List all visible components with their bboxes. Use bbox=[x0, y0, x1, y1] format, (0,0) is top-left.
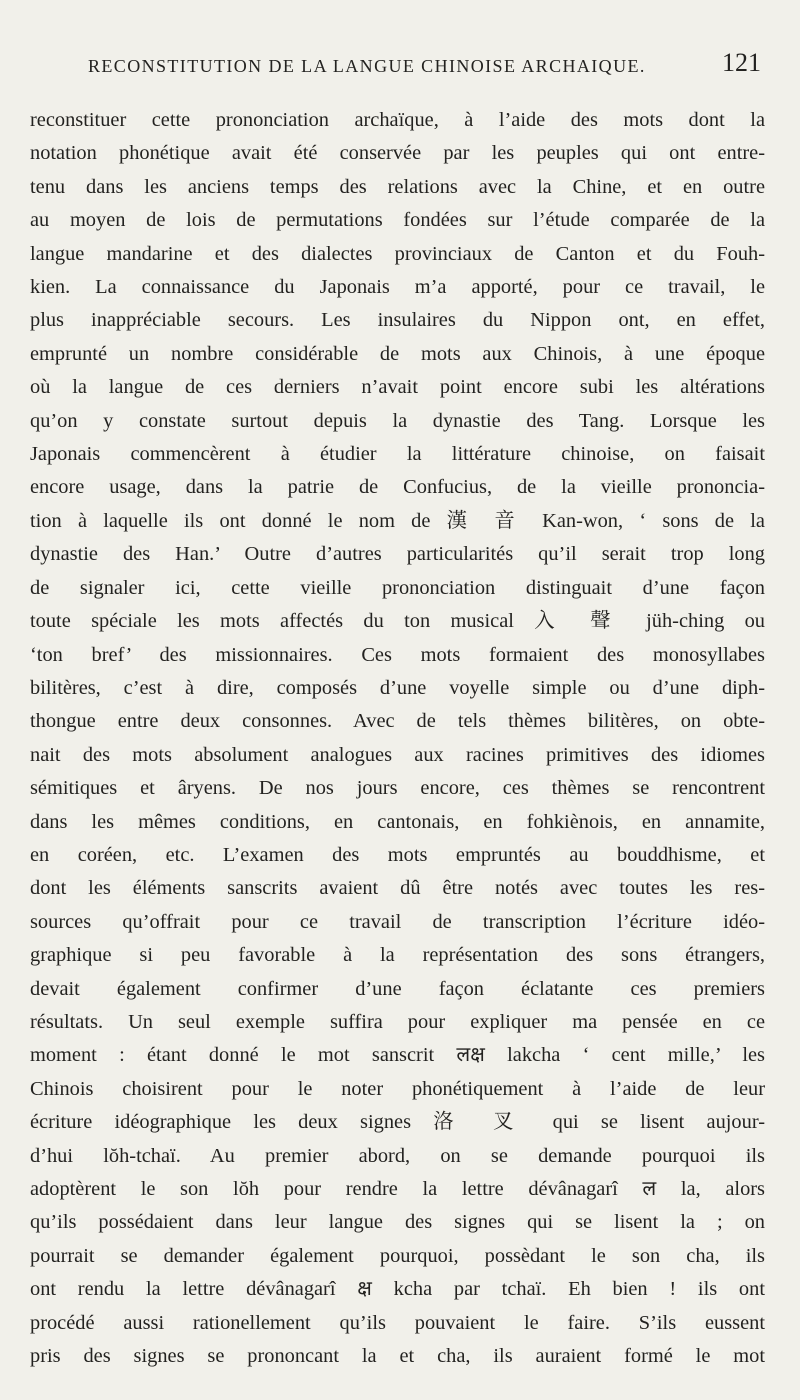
body-paragraph bbox=[30, 104, 765, 1373]
text-line: devait également confirmer d’une façon éclatante ces premiers bbox=[30, 977, 765, 1000]
page-number: 121 bbox=[722, 48, 761, 77]
text-line: emprunté un nombre considérable de mots aux Chinois, à une époque bbox=[30, 342, 765, 365]
running-head: RECONSTITUTION DE LA LANGUE CHINOISE ARCHAIQUE. bbox=[88, 56, 646, 76]
text-line: résultats. Un seul exemple suffira pour expliquer ma pensée en ce bbox=[30, 1010, 765, 1033]
text-line: tion à laquelle ils ont donné le nom de 漢 音 Kan-won, ‘ sons de la bbox=[30, 509, 765, 532]
text-line: encore usage, dans la patrie de Confucius, de la vieille prononcia- bbox=[30, 476, 765, 499]
text-line: pris des signes se prononcant la et cha, ils auraient formé le mot bbox=[30, 1345, 765, 1368]
text-line: langue mandarine et des dialectes provinciaux de Canton et du Fouh- bbox=[30, 242, 765, 265]
text-line: moment : étant donné le mot sanscrit लक्ष lakcha ‘ cent mille,’ les bbox=[30, 1044, 765, 1067]
text-line: adoptèrent le son lŏh pour rendre la lettre dévânagarî ल la, alors bbox=[30, 1178, 765, 1200]
text-line: kien. La connaissance du Japonais m’a apporté, pour ce travail, le bbox=[30, 276, 765, 299]
text-line: nait des mots absolument analogues aux racines primitives des idiomes bbox=[30, 743, 765, 766]
text-line: Chinois choisirent pour le noter phonétiquement à l’aide de leur bbox=[30, 1077, 765, 1100]
text-line: thongue entre deux consonnes. Avec de tels thèmes bilitères, on obte- bbox=[30, 710, 765, 733]
book-page bbox=[30, 42, 765, 1373]
text-line: pourrait se demander également pourquoi, possèdant le son cha, ils bbox=[30, 1244, 765, 1267]
text-line: procédé aussi rationellement qu’ils pouvaient le faire. S’ils eussent bbox=[30, 1311, 765, 1334]
text-line: écriture idéographique les deux signes 洛 叉 qui se lisent aujour- bbox=[30, 1111, 765, 1134]
text-line: de signaler ici, cette vieille prononciation distinguait d’une façon bbox=[30, 576, 765, 599]
text-line: graphique si peu favorable à la représentation des sons étrangers, bbox=[30, 944, 765, 967]
page-header bbox=[30, 42, 765, 86]
text-line: reconstituer cette prononciation archaïque, à l’aide des mots dont la bbox=[30, 109, 765, 131]
text-line: d’hui lŏh-tchaï. Au premier abord, on se demande pourquoi ils bbox=[30, 1144, 765, 1167]
text-line: toute spéciale les mots affectés du ton musical 入 聲 jüh-ching ou bbox=[30, 610, 765, 633]
text-line: tenu dans les anciens temps des relations avec la Chine, et en outre bbox=[30, 175, 765, 198]
text-line: Japonais commencèrent à étudier la littérature chinoise, on faisait bbox=[30, 443, 765, 466]
text-line: qu’on y constate surtout depuis la dynastie des Tang. Lorsque les bbox=[30, 409, 765, 432]
text-line: bilitères, c’est à dire, composés d’une voyelle simple ou d’une diph- bbox=[30, 676, 765, 699]
text-line: dynastie des Han.’ Outre d’autres particularités qu’il serait trop long bbox=[30, 543, 765, 566]
text-line: qu’ils possédaient dans leur langue des signes qui se lisent la ; on bbox=[30, 1211, 765, 1234]
text-line: en coréen, etc. L’examen des mots empruntés au bouddhisme, et bbox=[30, 843, 765, 866]
text-line: dont les éléments sanscrits avaient dû être notés avec toutes les res- bbox=[30, 877, 765, 900]
text-line: ont rendu la lettre dévânagarî क्ष kcha par tchaï. Eh bien ! ils ont bbox=[30, 1278, 765, 1301]
text-line: plus inappréciable secours. Les insulaires du Nippon ont, en effet, bbox=[30, 309, 765, 332]
text-line: sources qu’offrait pour ce travail de transcription l’écriture idéo- bbox=[30, 910, 765, 933]
text-line: notation phonétique avait été conservée par les peuples qui ont entre- bbox=[30, 142, 765, 165]
text-line: au moyen de lois de permutations fondées sur l’étude comparée de la bbox=[30, 209, 765, 232]
text-line: ‘ton bref’ des missionnaires. Ces mots formaient des monosyllabes bbox=[30, 643, 765, 666]
text-line: sémitiques et âryens. De nos jours encore, ces thèmes se rencontrent bbox=[30, 777, 765, 800]
text-line: où la langue de ces derniers n’avait point encore subi les altérations bbox=[30, 376, 765, 399]
text-line: dans les mêmes conditions, en cantonais, en fohkiènois, en annamite, bbox=[30, 810, 765, 833]
